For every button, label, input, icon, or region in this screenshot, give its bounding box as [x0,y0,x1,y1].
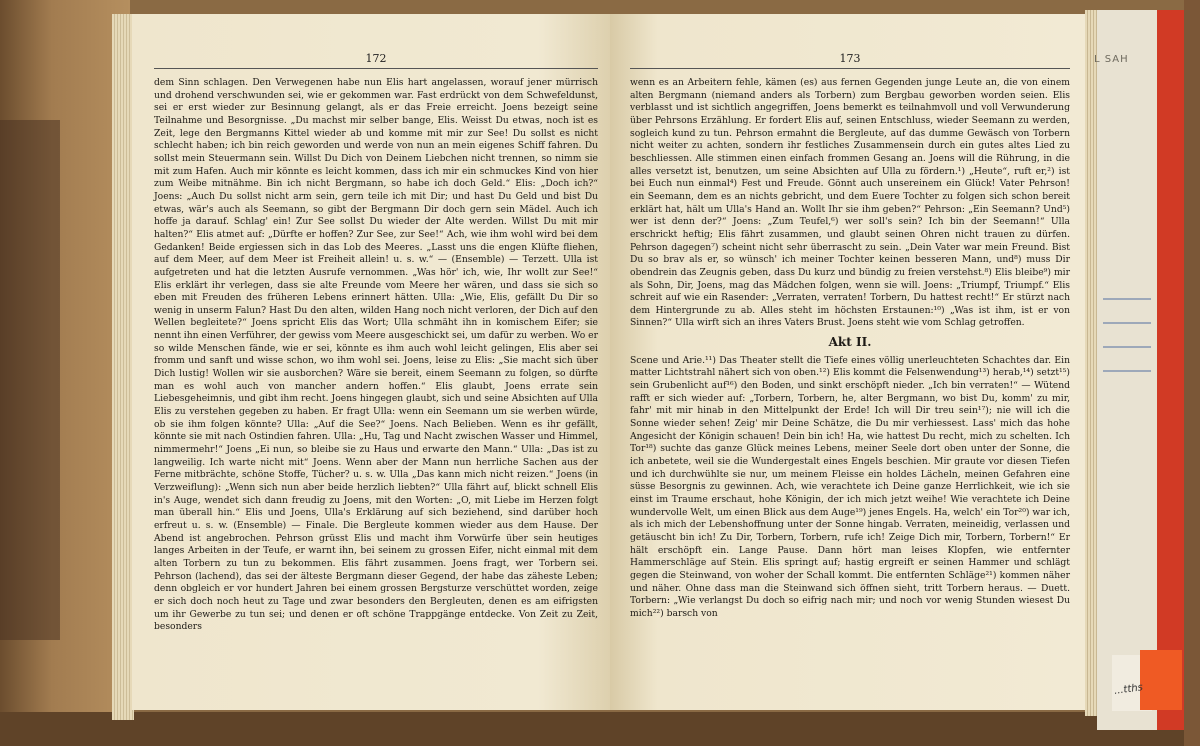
right-paragraph-2: Scene und Arie.¹¹) Das Theater stellt die Tiefe eines völlig unerleuchteten Schachtes dar. Ein matter Lichtstrahl nähert sich von oben.¹²) Elis kommt die Felsenwendung¹³) herab,¹⁴) setzt¹⁵) sein Grubenlicht auf¹⁶) den Boden, und sinkt erschöpft nieder. „Ich bin verraten!“ — Wütend rafft er sich wieder auf: „Torbern, Torbern, he, alter Bergmann, wo bist Du, komm' zu mir, fahr' mit mir hinab in den Mittelpunkt der Erde! Ich will Dir treu sein¹⁷); nie will ich die Sonne wieder sehen! Zeig' mir Deine Schätze, die Du mir verhiessest. Lass' mich das hohe Angesicht der Königin schauen! Dein bin ich! Ha, wie hattest Du recht, mich zu schelten. Ich Tor¹⁸) suchte das ganze Glück meines Lebens, meiner Seele dort oben unter der Sonne, die ich anbetete, weil sie die Wundergestalt eines Engels beschien. Mir graute vor diesen Tiefen und ich durchwühlte sie nur, um meinem Fleisse ein holdes Lächeln, meinen Gefahren eine süsse Besorgnis zu gewinnen. Ach, wie verachtete ich Deine ganze Herrlichkeit, wie ich sie einst im Traume erschaut, hohe Königin, der ich mich jetzt weihe! Wie verachtete ich Deine wundervolle Welt, um einen Blick aus dem Auge¹⁹) jenes Engels. Ha, welch' ein Tor²⁰) war ich, als ich mich der Lebenshoffnung unter der Sonne hingab. Verraten, meineidig, verlassen und getäuscht bin ich! Zu Dir, Torbern, Torbern, rufe ich! Zeige Dich mir, Torbern, Torbern!“ Er hält erschöpft ein. Lange Pause. Dann hört man leises Klopfen, wie entfernter Hammerschläge auf Stein. Elis springt auf; hastig ergreift er seinen Hammer und schlägt gegen die Steinwand, von woher der Schall kommt. Die entfernten Schläge²¹) kommen näher und näher. Ohne dass man die Steinwand sich öffnen sieht, tritt Torbern heraus. — Duett. Torbern: „Wie verlangst Du doch so eifrig nach mir; und noch vor wenig Stunden wiesest Du mich²²) barsch von [630,354,1070,619]
right-page-text [630,77,1070,621]
adjacent-orange-card [1140,650,1182,710]
left-page-text [154,77,598,634]
left-paragraph: dem Sinn schlagen. Den Verwegenen habe nun Elis hart angelassen, worauf jener mürrisch und drohend verschwunden sei, wie er gekommen war. Fast erdrückt von dem Schwefeldunst, sei er erst wieder zur Besinnung gelangt, als er das Freie erreicht. Joens bezeigt seine Teilnahme und Besorgnisse. „Du machst mir selber bange, Elis. Weisst Du etwas, noch ist es Zeit, lege den Bergmanns Kittel wieder ab und komme mit mir zur See! Du sollst es nicht schlecht haben; ich bin reich geworden und werde von nun an mein eigenes Schiff fahren. Du sollst mein Steuermann sein. Willst Du Dich von Deinem Liebchen nicht trennen, so nimm sie mit zum Hafen. Auch mir könnte es leicht kommen, dass ich mir ein schmuckes Kind von hier zum Weibe mitnähme. Bin ich nicht Bergmann, so habe ich doch Geld.“ Elis: „Doch ich?“ Joens: „Auch Du sollst nicht arm sein, gern teile ich mit Dir; und hast Du Geld und bist Du etwas, wär's auch als Seemann, so gibt der Bergmann Dir doch gern sein Mädel. Auch ich hoffe ja darauf. Schlag' ein! Zur See sollst Du wieder der Alte werden. Willst Du mit mir halten?“ Elis atmet auf: „Dürfte er hoffen? Zur See, zur See!“ Ach, wie ihm wohl wird bei dem Gedanken! Beide ergiessen sich in das Lob des Meeres. „Lasst uns die engen Klüfte fliehen, auf dem Meer, auf dem Meer ist Freiheit allein! u. s. w.“ — (Ensemble) — Terzett. Ulla ist aufgetreten und hat die letzten Ausrufe vernommen. „Was hör' ich, wie, Ihr wollt zur See!“ Elis erklärt ihr verlegen, dass sie alte Freunde vom Meere her wären, und dass sie sich so eben mit Freuden des früheren Lebens erinnert hätten. Ulla: „Wie, Elis, gefällt Du Dir so wenig in unserm Falun? Hast Du den alten, wilden Hang noch nicht verloren, der Dich auf den Wellen begleitete?“ Joens spricht Elis das Wort; Ulla schmäht ihn in komischem Eifer; sie nennt ihn einen Verführer, der gewiss vom Meere ausgeschickt sei, um dafür zu werben. Wo er so wilde Menschen fände, wie er sei, könnte es ihm auch wohl leicht gelingen, Elis aber sei fromm und sanft und wisse schon, wo ihm wohl sei. Joens, leise zu Elis: „Sie macht sich über Dich lustig! Wollen wir sie ausborchen? Wäre sie bereit, einem Seemann zu folgen, so dürfte man es wohl auch von mancher andern hoffen.“ Elis glaubt, Joens errate sein Liebesgeheimnis, und gibt ihm recht. Joens hingegen glaubt, sich und seine Absichten auf Ulla Elis zu verstehen gegeben zu haben. Er fragt Ulla: wenn ein Seemann um sie werben würde, ob sie ihm folgen könnte? Ulla: „Auf die See?“ Joens. Nach Belieben. Wenn es ihr gefällt, könnte sie mit nach Ostindien fahren. Ulla: „Hu, Tag und Nacht zwischen Wasser und Himmel, nimmermehr!“ Joens „Ei nun, so bleibe sie zu Haus und erwarte den Mann.“ Ulla: „Das ist zu langweilig. Ich warte nicht mit“ Joens. Wenn aber der Mann nun herrliche Sachen aus der Ferne mitbrächte, schöne Stoffe, Tücher? u. s. w. Ulla „Das kann mich nicht reizen.“ Joens (in Verzweiflung): „Wenn sich nun aber beide herzlich liebten?“ Ulla fährt auf, blickt schnell Elis in's Auge, wendet sich dann freudig zu Joens, mit den Worten: „O, mit Liebe im Herzen folgt man überall hin.“ Elis und Joens, Ulla's Erklärung auf sich beziehend, sind darüber hoch erfreut u. s. w. (Ensemble) — Finale. Die Bergleute kommen wieder aus dem Hause. Der Abend ist angebrochen. Pehrson grüsst Elis und macht ihm Vorwürfe über sein heutiges langes Arbeiten in der Teufe, er warnt ihn, bei seinem zu grossen Eifer, nicht einmal mit dem alten Torbern zu tun zu bekommen. Elis fährt zusammen. Joens fragt, wer Torbern sei. Pehrson (lachend), das sei der älteste Bergmann dieser Gegend, der habe das zäheste Leben; denn obgleich er vor hundert Jahren bei einem grossen Bergsturze verschüttet worden, zeige er sich doch noch heut zu Tage und zwar besonders den Bergleuten, denen es am eifrigsten um ihr Gewerbe zu tun sei; und denen er oft schöne Trappgänge entdecke. Von Zeit zu Zeit, besonders [154,77,598,633]
cover-cloth-shadow [0,120,60,640]
adjacent-document-label: L SAH [1094,54,1129,65]
book-cover-bottom [0,712,1200,746]
page-number-left: 172 [365,52,387,65]
act-heading: Akt II. [828,335,872,350]
adjacent-board-edge [1184,0,1200,746]
handwritten-note: ...tths [1113,682,1144,697]
adjacent-document-typed-lines [1103,290,1151,380]
right-page [610,14,1086,710]
page-number-right: 173 [839,52,861,65]
adjacent-folder-red [1157,10,1187,730]
page-edges-right [1085,10,1097,716]
header-rule-right [630,68,1070,69]
left-page [132,14,610,710]
header-rule-left [154,68,598,69]
page-edges-left [112,14,134,720]
right-paragraph-1: wenn es an Arbeitern fehle, kämen (es) aus fernen Gegenden junge Leute an, die von einem alten Bergmann (niemand anders als Torbern) zum Bergbau geworben worden seien. Elis verblasst und ist sichtlich angegriffen, Joens bemerkt es teilnahmvoll und voll Verwunderung über Pehrsons Erzählung. Er fordert Elis auf, seinen Entschluss, wieder Seemann zu werden, sogleich kund zu tun. Pehrson ermahnt die Bergleute, auf das dumme Gewäsch von Torbern nicht weiter zu achten, sondern ihr festliches Zusammensein durch ein gutes altes Lied zu beschliessen. Alle stimmen einen einfach frommen Gesang an. Joens will die Rührung, in die alles versetzt ist, benutzen, um seine Absichten auf Ulla zu fördern.¹) „Heute“, ruft er,²) ist bei Euch nun einmal⁴) Fest und Freude. Gönnt auch unsereinem ein Glück! Vater Pehrson! ein Seemann, dem es an nichts gebricht, und dem Euere Tochter zu folgen sich schon bereit erklärt hat, hält um Ulla's Hand an. Wollt Ihr sie ihm geben?“ Pehrson: „Ein Seemann? Und⁵) wer ist denn der?“ Joens: „Zum Teufel,⁶) wer soll's sein? Ich bin der Seemann!“ Ulla erschrickt heftig; Elis fährt zusammen, und glaubt seinen Ohren nicht trauen zu dürfen. Pehrson dagegen⁷) scheint nicht sehr überrascht zu sein. „Dein Vater war mein Freund. Bist Du so brav als er, so wünsch' ich meiner Tochter keinen besseren Mann, und⁸) muss Dir obendrein das Zeugnis geben, dass Du kurz und bündig zu freien verstehst.⁸) Elis bleibe⁹) mir als Sohn, Dir, Joens, mag das Mädchen folgen, wenn sie will. Joens: „Triumpf, Triumpf.“ Elis schreit auf wie ein Rasender: „Verraten, verraten! Torbern, Du hattest recht!“ Er stürzt nach dem Hintergrunde zu ab. Alles steht im höchsten Erstaunen:¹⁰) „Was ist ihm, ist er von Sinnen?“ Ulla wirft sich an ihres Vaters Brust. Joens steht wie vom Schlag getroffen. [630,77,1070,329]
